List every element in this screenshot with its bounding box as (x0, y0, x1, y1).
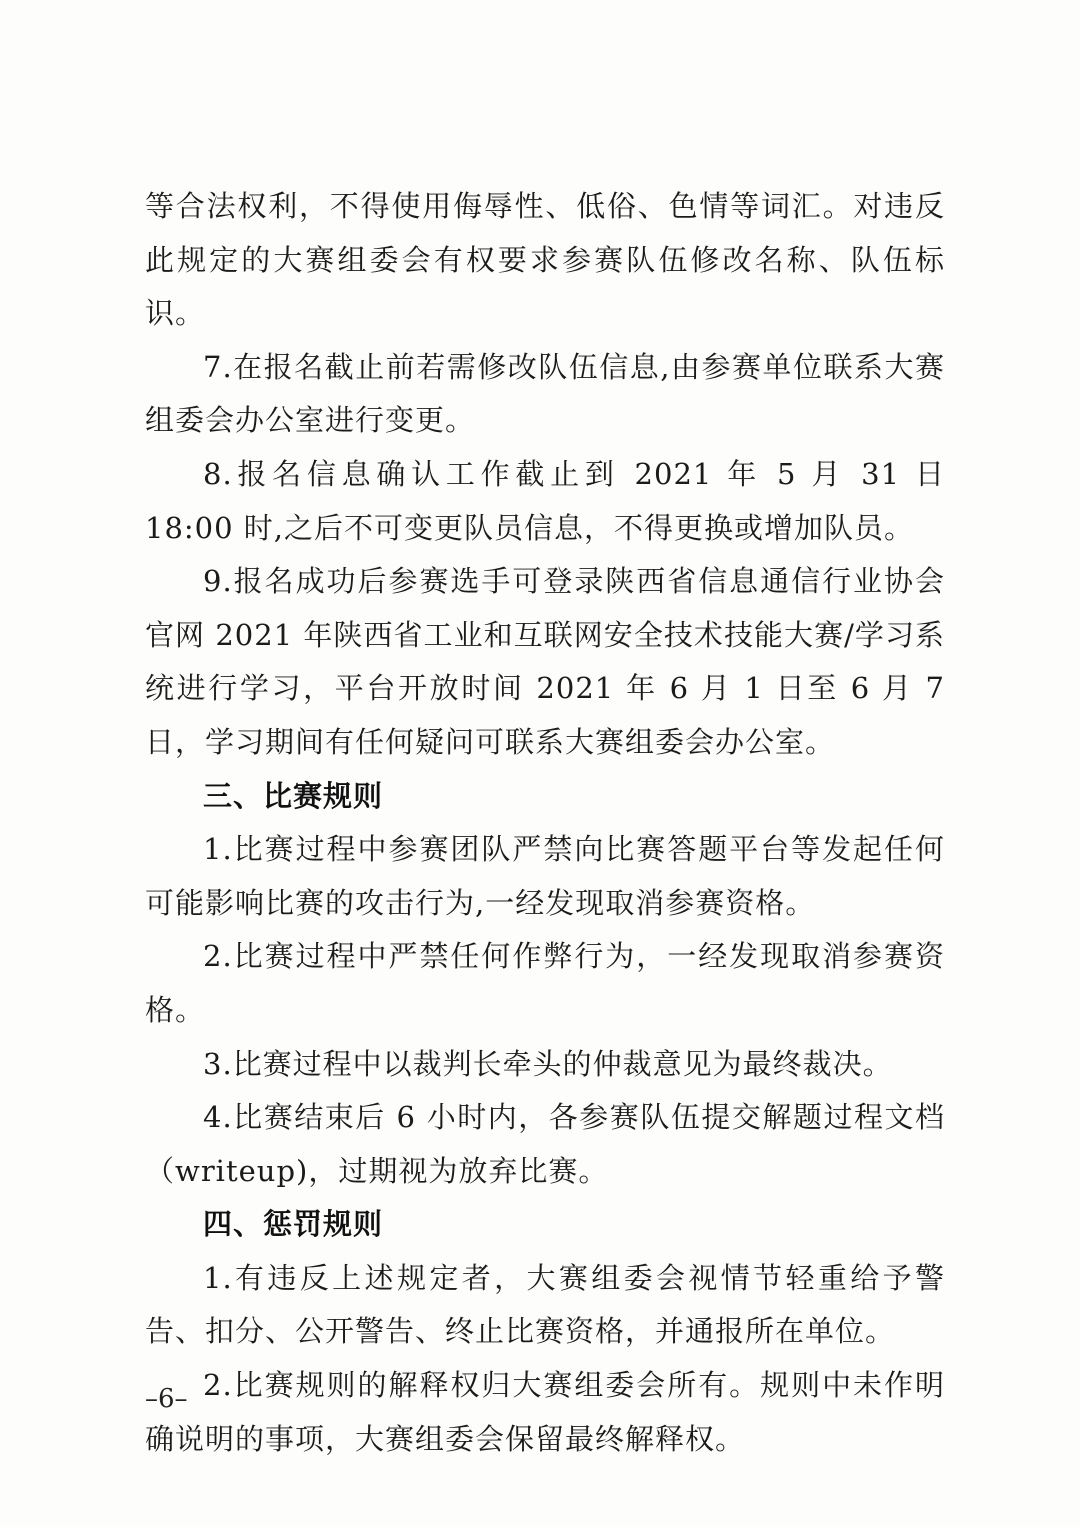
document-body (145, 180, 945, 1466)
paragraph-continuation: 等合法权利，不得使用侮辱性、低俗、色情等词汇。对违反此规定的大赛组委会有权要求参赛队伍修改名称、队伍标识。 (145, 189, 945, 331)
penalty-item-1: 1.有违反上述规定者，大赛组委会视情节轻重给予警告、扣分、公开警告、终止比赛资格，并通报所在单位。 (145, 1260, 945, 1349)
section-heading-penalty-rules: 四、惩罚规则 (203, 1207, 384, 1242)
rule-item-1: 1.比赛过程中参赛团队严禁向比赛答题平台等发起任何可能影响比赛的攻击行为,一经发现取消参赛资格。 (145, 832, 945, 920)
paragraph-item-9: 9.报名成功后参赛选手可登录陕西省信息通信行业协会官网 2021 年陕西省工业和互联网安全技术技能大赛/学习系统进行学习，平台开放时间 2021 年 6 月 1 日至 6 月 7 日，学习期间有任何疑问可联系大赛组委会办公室。 (145, 564, 945, 759)
paragraph-item-7: 7.在报名截止前若需修改队伍信息,由参赛单位联系大赛组委会办公室进行变更。 (145, 349, 945, 438)
rule-item-2: 2.比赛过程中严禁任何作弊行为，一经发现取消参赛资格。 (145, 939, 945, 1027)
rule-item-4: 4.比赛结束后 6 小时内，各参赛队伍提交解题过程文档（writeup)，过期视为放弃比赛。 (145, 1100, 945, 1188)
rule-item-3: 3.比赛过程中以裁判长牵头的仲裁意见为最终裁决。 (203, 1046, 893, 1081)
penalty-item-2: 2.比赛规则的解释权归大赛组委会所有。规则中未作明确说明的事项，大赛组委会保留最终解释权。 (145, 1368, 945, 1456)
paragraph-item-8: 8.报名信息确认工作截止到 2021 年 5 月 31 日 18:00 时,之后不可变更队员信息，不得更换或增加队员。 (145, 456, 945, 545)
page-number: –6– (145, 1384, 188, 1414)
section-heading-competition-rules: 三、比赛规则 (203, 778, 384, 813)
